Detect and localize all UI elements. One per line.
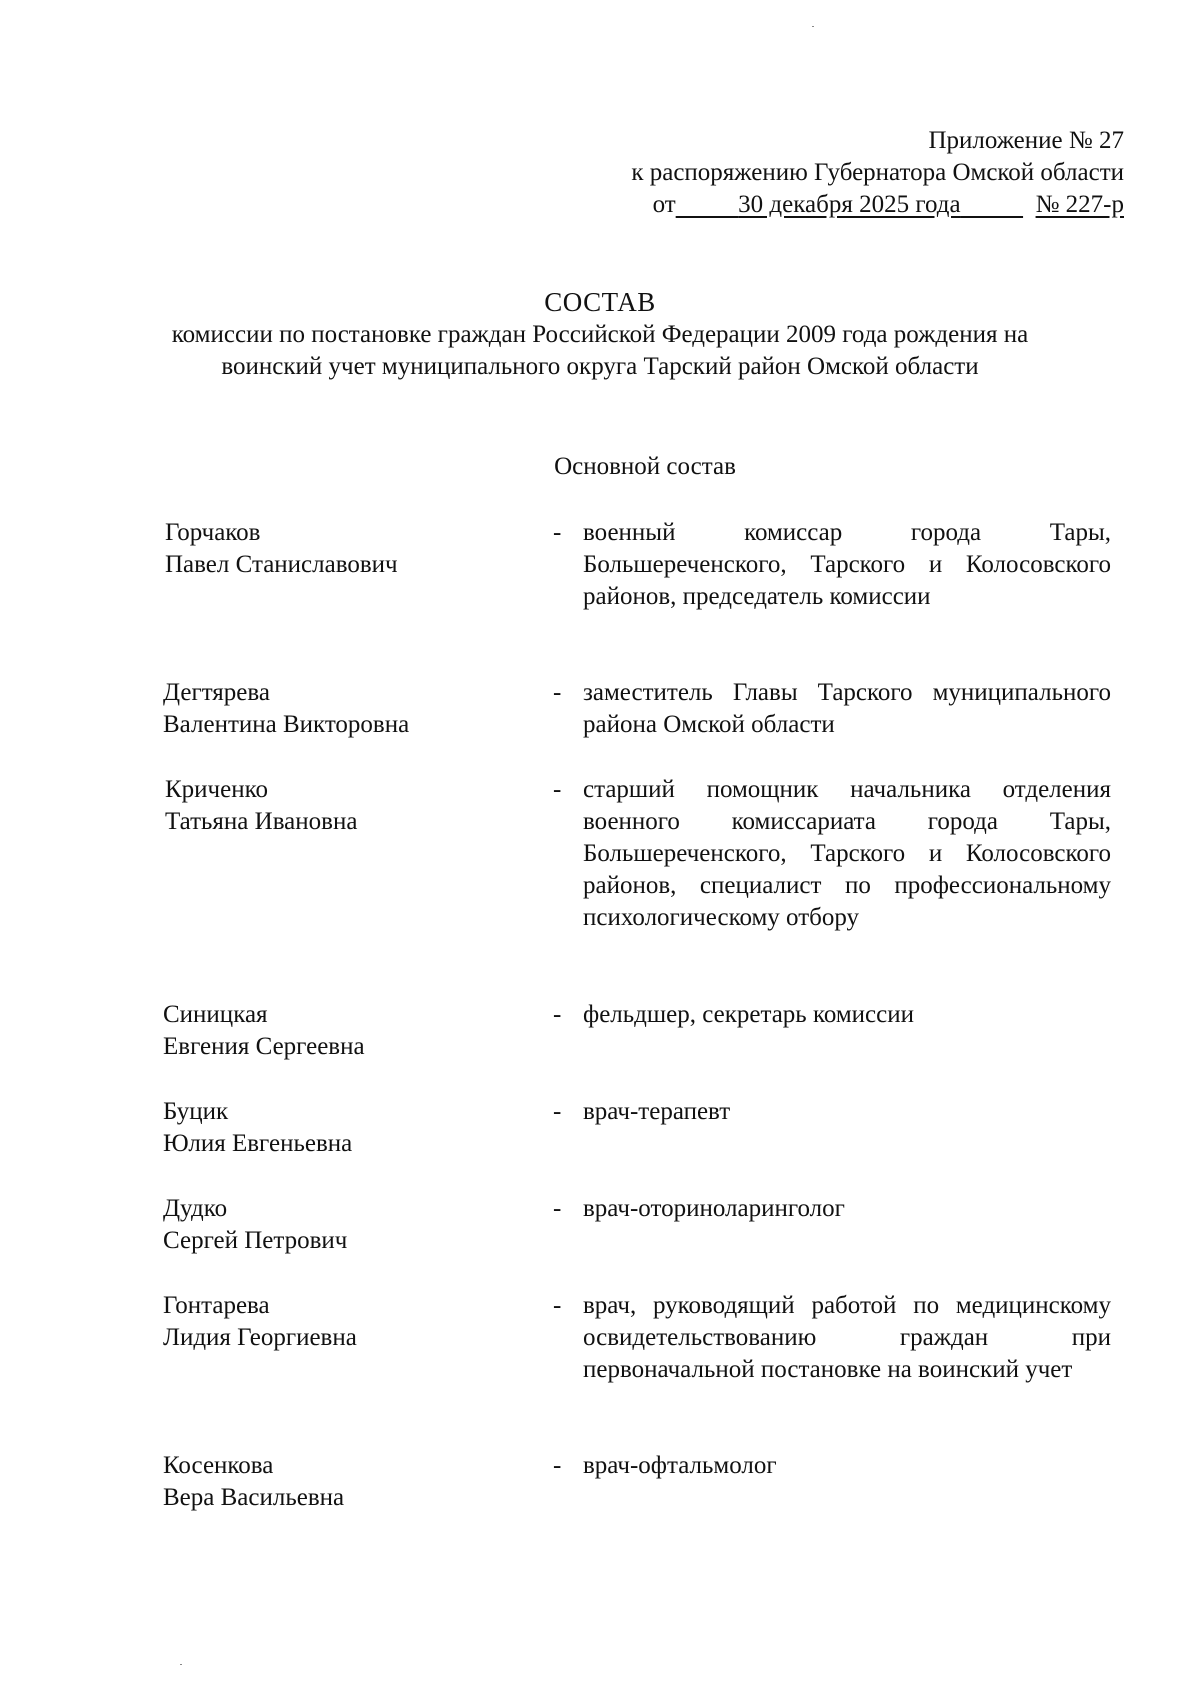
member-name xyxy=(163,1193,523,1257)
member-name xyxy=(165,517,525,581)
appendix-reference: к распоряжению Губернатора Омской области xyxy=(631,159,1124,186)
member-surname: Косенкова xyxy=(163,1452,274,1479)
dash-separator: - xyxy=(553,1195,562,1222)
appendix-date: 30 декабря 2025 года xyxy=(738,191,961,218)
document-title: СОСТАВ xyxy=(544,287,656,317)
member-given-name: Павел Станиславович xyxy=(165,551,398,578)
dash-separator: - xyxy=(553,1292,562,1319)
member-surname: Горчаков xyxy=(165,519,261,546)
member-role: старший помощник начальника отделения военного комиссариата города Тары, Большереченского, Тарского и Колосовского районов, специалист по профессиональному психологическому отбору xyxy=(583,776,1111,931)
dash-separator: - xyxy=(553,519,562,546)
appendix-header xyxy=(631,125,1124,221)
appendix-number: Приложение № 27 xyxy=(928,127,1124,154)
member-name xyxy=(163,999,523,1063)
dash-separator: - xyxy=(553,1452,562,1479)
scan-speck xyxy=(180,1664,182,1665)
dash-separator: - xyxy=(553,1001,562,1028)
member-name xyxy=(163,1450,523,1514)
member-surname: Буцик xyxy=(163,1098,229,1125)
member-role: военный комиссар города Тары, Большереченского, Тарского и Колосовского районов, председатель комиссии xyxy=(583,519,1111,610)
document-subtitle: комиссии по постановке граждан Российской Федерации 2009 года рождения на воинский учет муниципального округа Тарский район Омской области xyxy=(171,321,1029,380)
member-role: заместитель Главы Тарского муниципального района Омской области xyxy=(583,679,1111,738)
member-role: врач-офтальмолог xyxy=(583,1452,777,1479)
member-given-name: Сергей Петрович xyxy=(163,1227,348,1254)
dash-separator: - xyxy=(553,776,562,803)
member-name xyxy=(163,1290,523,1354)
appendix-order-number: № 227-р xyxy=(1035,191,1124,218)
member-surname: Криченко xyxy=(165,776,268,803)
dash-separator: - xyxy=(553,1098,562,1125)
member-surname: Дегтярева xyxy=(163,679,270,706)
member-given-name: Татьяна Ивановна xyxy=(165,808,358,835)
member-given-name: Вера Васильевна xyxy=(163,1484,345,1511)
member-role: врач-терапевт xyxy=(583,1098,731,1125)
member-given-name: Валентина Викторовна xyxy=(163,711,410,738)
member-given-name: Евгения Сергеевна xyxy=(163,1033,365,1060)
member-role: врач, руководящий работой по медицинскому освидетельствованию граждан при первоначальной постановке на воинский учет xyxy=(583,1292,1111,1383)
member-given-name: Лидия Георгиевна xyxy=(163,1324,357,1351)
dash-separator: - xyxy=(553,679,562,706)
scan-speck xyxy=(812,26,814,27)
title-block xyxy=(0,285,1200,383)
member-surname: Синицкая xyxy=(163,1001,268,1028)
member-name xyxy=(163,677,523,741)
member-given-name: Юлия Евгеньевна xyxy=(163,1130,353,1157)
member-role: фельдшер, секретарь комиссии xyxy=(583,1001,915,1028)
member-surname: Гонтарева xyxy=(163,1292,270,1319)
member-name xyxy=(163,1096,523,1160)
section-heading: Основной состав xyxy=(554,453,736,480)
appendix-date-prefix: от xyxy=(652,191,676,218)
member-surname: Дудко xyxy=(163,1195,228,1222)
member-name xyxy=(165,774,525,838)
member-role: врач-оториноларинголог xyxy=(583,1195,845,1222)
appendix-date-line xyxy=(631,189,1124,221)
